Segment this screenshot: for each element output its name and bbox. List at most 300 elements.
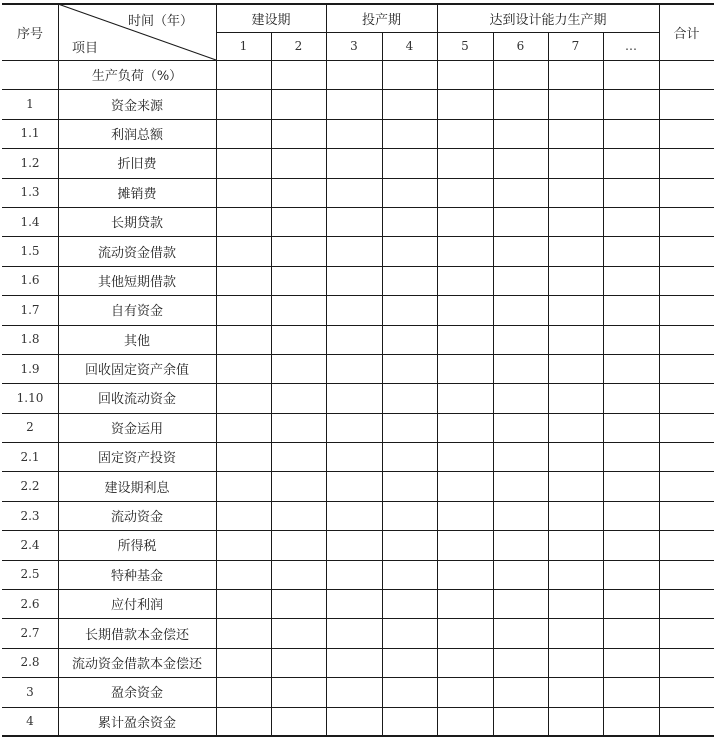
row-year-cell bbox=[216, 119, 271, 148]
row-year-cell bbox=[326, 707, 382, 736]
row-year-cell bbox=[548, 471, 603, 500]
grid-hline bbox=[2, 148, 714, 149]
row-item-name: 资金来源 bbox=[110, 98, 163, 114]
row-year-cell bbox=[326, 589, 382, 618]
row-year-cell bbox=[603, 707, 659, 736]
row-year-cell bbox=[326, 383, 382, 412]
row-year-cell bbox=[216, 178, 271, 207]
row-year-cell bbox=[437, 325, 493, 354]
row-item-name: 利润总额 bbox=[110, 127, 163, 143]
row-year-cell bbox=[271, 178, 326, 207]
row-year-cell bbox=[548, 60, 603, 89]
row-year-cell bbox=[437, 618, 493, 647]
grid-hline bbox=[2, 266, 714, 267]
row-year-cell bbox=[603, 266, 659, 295]
row-year-cell bbox=[493, 295, 548, 324]
row-year-cell bbox=[382, 207, 437, 236]
row-year-cell bbox=[493, 530, 548, 559]
row-item-name: 流动资金借款本金偿还 bbox=[71, 656, 202, 672]
row-year-cell bbox=[326, 560, 382, 589]
row-year-cell bbox=[437, 413, 493, 442]
year-header-cell: 2 bbox=[294, 39, 303, 53]
row-year-cell bbox=[216, 236, 271, 265]
grid-hline bbox=[2, 325, 714, 326]
row-year-cell bbox=[326, 501, 382, 530]
row-item-name: 回收固定资产余值 bbox=[84, 363, 189, 379]
seq-header: 序号 bbox=[16, 26, 43, 42]
row-seq: 2.2 bbox=[20, 479, 40, 494]
row-year-cell bbox=[382, 413, 437, 442]
row-year-cell bbox=[382, 530, 437, 559]
row-year-cell bbox=[603, 589, 659, 618]
row-item-name: 盈余资金 bbox=[110, 686, 163, 702]
row-year-cell bbox=[216, 677, 271, 706]
row-year-cell bbox=[548, 266, 603, 295]
grid-hline bbox=[2, 413, 714, 414]
row-year-cell bbox=[548, 148, 603, 177]
row-item-name: 建设期利息 bbox=[104, 480, 170, 496]
row-year-cell bbox=[603, 383, 659, 412]
row-year-cell bbox=[603, 501, 659, 530]
row-total-cell bbox=[659, 442, 714, 471]
row-item-name: 摊销费 bbox=[117, 186, 157, 202]
row-year-cell bbox=[216, 589, 271, 618]
row-year-cell bbox=[216, 707, 271, 736]
row-year-cell bbox=[437, 383, 493, 412]
year-header-cell: 5 bbox=[461, 39, 469, 53]
row-seq: 1.7 bbox=[20, 302, 40, 317]
row-year-cell bbox=[271, 501, 326, 530]
row-year-cell bbox=[326, 325, 382, 354]
row-total-cell bbox=[659, 618, 714, 647]
row-total-cell bbox=[659, 236, 714, 265]
row-year-cell bbox=[271, 471, 326, 500]
row-year-cell bbox=[603, 413, 659, 442]
row-year-cell bbox=[382, 325, 437, 354]
row-total-cell bbox=[659, 295, 714, 324]
grid-hline bbox=[2, 735, 714, 737]
row-year-cell bbox=[216, 295, 271, 324]
row-year-cell bbox=[271, 560, 326, 589]
row-item-name: 长期借款本金偿还 bbox=[84, 627, 189, 643]
row-year-cell bbox=[271, 589, 326, 618]
row-year-cell bbox=[548, 413, 603, 442]
row-year-cell bbox=[216, 354, 271, 383]
row-year-cell bbox=[548, 178, 603, 207]
row-year-cell bbox=[493, 354, 548, 383]
row-year-cell bbox=[271, 266, 326, 295]
row-year-cell bbox=[603, 471, 659, 500]
row-year-cell bbox=[493, 60, 548, 89]
row-year-cell bbox=[326, 354, 382, 383]
row-item-name: 所得税 bbox=[117, 539, 157, 555]
row-year-cell bbox=[437, 236, 493, 265]
row-year-cell bbox=[382, 266, 437, 295]
row-year-cell bbox=[382, 295, 437, 324]
row-year-cell bbox=[216, 60, 271, 89]
row-year-cell bbox=[603, 677, 659, 706]
row-year-cell bbox=[326, 295, 382, 324]
row-year-cell bbox=[326, 442, 382, 471]
row-year-cell bbox=[382, 119, 437, 148]
row-year-cell bbox=[437, 89, 493, 118]
grid-hline bbox=[2, 89, 714, 90]
row-year-cell bbox=[216, 207, 271, 236]
row-item-name: 资金运用 bbox=[110, 421, 163, 437]
row-year-cell bbox=[382, 589, 437, 618]
row-year-cell bbox=[326, 148, 382, 177]
row-year-cell bbox=[271, 148, 326, 177]
row-year-cell bbox=[271, 236, 326, 265]
row-year-cell bbox=[437, 648, 493, 677]
grid-hline bbox=[2, 501, 714, 502]
row-seq: 1 bbox=[26, 97, 34, 112]
row-year-cell bbox=[271, 413, 326, 442]
row-year-cell bbox=[493, 325, 548, 354]
group-header-construction: 建设期 bbox=[251, 12, 291, 28]
row-seq: 2.3 bbox=[20, 508, 40, 523]
row-seq: 1.10 bbox=[16, 390, 44, 405]
row-total-cell bbox=[659, 354, 714, 383]
grid-vline bbox=[437, 4, 438, 736]
row-year-cell bbox=[603, 148, 659, 177]
row-year-cell bbox=[326, 207, 382, 236]
time-year-header: 时间（年） bbox=[128, 14, 194, 29]
row-year-cell bbox=[382, 501, 437, 530]
grid-hline bbox=[2, 471, 714, 472]
row-year-cell bbox=[603, 530, 659, 559]
row-year-cell bbox=[326, 60, 382, 89]
row-year-cell bbox=[437, 178, 493, 207]
row-year-cell bbox=[493, 442, 548, 471]
row-total-cell bbox=[659, 560, 714, 589]
row-year-cell bbox=[548, 354, 603, 383]
row-total-cell bbox=[659, 530, 714, 559]
row-year-cell bbox=[437, 148, 493, 177]
row-year-cell bbox=[493, 207, 548, 236]
row-item-name: 自有资金 bbox=[110, 304, 163, 320]
row-year-cell bbox=[382, 236, 437, 265]
grid-hline bbox=[2, 530, 714, 531]
row-year-cell bbox=[326, 89, 382, 118]
item-header: 项目 bbox=[72, 41, 99, 56]
row-year-cell bbox=[326, 266, 382, 295]
row-seq: 2.6 bbox=[20, 596, 40, 611]
row-year-cell bbox=[382, 89, 437, 118]
row-year-cell bbox=[603, 325, 659, 354]
row-item-name: 应付利润 bbox=[110, 598, 163, 614]
row-total-cell bbox=[659, 148, 714, 177]
funds-flow-table bbox=[2, 4, 714, 736]
row-year-cell bbox=[548, 207, 603, 236]
row-year-cell bbox=[216, 148, 271, 177]
row-total-cell bbox=[659, 501, 714, 530]
row-year-cell bbox=[548, 89, 603, 118]
grid-vline bbox=[548, 32, 549, 736]
row-year-cell bbox=[603, 236, 659, 265]
row-seq: 3 bbox=[26, 684, 34, 699]
row-year-cell bbox=[493, 148, 548, 177]
grid-vline bbox=[382, 32, 383, 736]
row-seq: 2.4 bbox=[20, 537, 40, 552]
row-year-cell bbox=[603, 442, 659, 471]
year-header-cell: 7 bbox=[571, 39, 580, 53]
row-year-cell bbox=[216, 471, 271, 500]
row-year-cell bbox=[271, 119, 326, 148]
row-year-cell bbox=[603, 89, 659, 118]
grid-hline bbox=[2, 236, 714, 237]
row-year-cell bbox=[493, 707, 548, 736]
row-item-name: 特种基金 bbox=[110, 568, 163, 584]
row-year-cell bbox=[603, 60, 659, 89]
row-year-cell bbox=[216, 325, 271, 354]
row-year-cell bbox=[326, 648, 382, 677]
row-total-cell bbox=[659, 178, 714, 207]
row-year-cell bbox=[493, 677, 548, 706]
row-year-cell bbox=[271, 383, 326, 412]
row-item-name: 流动资金借款 bbox=[97, 245, 176, 261]
grid-vline bbox=[603, 32, 604, 736]
row-seq: 2.8 bbox=[20, 655, 40, 670]
row-year-cell bbox=[326, 236, 382, 265]
row-year-cell bbox=[216, 442, 271, 471]
row-year-cell bbox=[493, 618, 548, 647]
row-item-name: 长期贷款 bbox=[110, 216, 163, 232]
row-year-cell bbox=[548, 530, 603, 559]
row-seq: 1.1 bbox=[20, 126, 40, 141]
row-year-cell bbox=[382, 60, 437, 89]
row-year-cell bbox=[493, 89, 548, 118]
row-year-cell bbox=[603, 119, 659, 148]
grid-hline bbox=[2, 383, 714, 384]
row-year-cell bbox=[271, 618, 326, 647]
row-year-cell bbox=[216, 560, 271, 589]
row-total-cell bbox=[659, 413, 714, 442]
grid-vline bbox=[216, 4, 217, 736]
row-year-cell bbox=[437, 560, 493, 589]
grid-vline bbox=[659, 4, 660, 736]
row-seq: 2.1 bbox=[20, 449, 40, 464]
grid-hline bbox=[2, 707, 714, 708]
grid-vline bbox=[326, 4, 327, 736]
year-header-cell: 4 bbox=[405, 39, 414, 53]
grid-vline bbox=[271, 32, 272, 736]
row-year-cell bbox=[548, 295, 603, 324]
grid-hline bbox=[2, 178, 714, 179]
row-year-cell bbox=[216, 383, 271, 412]
row-year-cell bbox=[271, 442, 326, 471]
row-total-cell bbox=[659, 207, 714, 236]
row-year-cell bbox=[493, 589, 548, 618]
row-year-cell bbox=[382, 648, 437, 677]
row-seq: 2 bbox=[26, 420, 34, 435]
row-year-cell bbox=[603, 295, 659, 324]
group-header-production-start: 投产期 bbox=[361, 12, 401, 28]
row-year-cell bbox=[437, 60, 493, 89]
row-year-cell bbox=[382, 354, 437, 383]
row-year-cell bbox=[493, 119, 548, 148]
row-year-cell bbox=[437, 354, 493, 383]
row-item-name: 流动资金 bbox=[110, 510, 163, 526]
row-item-name: 固定资产投资 bbox=[97, 451, 176, 467]
row-year-cell bbox=[271, 89, 326, 118]
grid-vline bbox=[493, 32, 494, 736]
grid-hline bbox=[2, 119, 714, 120]
row-year-cell bbox=[548, 589, 603, 618]
row-year-cell bbox=[271, 530, 326, 559]
row-total-cell bbox=[659, 266, 714, 295]
row-year-cell bbox=[437, 471, 493, 500]
row-year-cell bbox=[437, 442, 493, 471]
row-year-cell bbox=[382, 148, 437, 177]
row-year-cell bbox=[548, 648, 603, 677]
year-header-cell: … bbox=[625, 39, 637, 53]
total-header: 合计 bbox=[673, 26, 700, 42]
grid-hline bbox=[2, 560, 714, 561]
grid-hline bbox=[2, 60, 714, 61]
row-total-cell bbox=[659, 89, 714, 118]
row-item-name: 累计盈余资金 bbox=[97, 715, 176, 731]
row-year-cell bbox=[437, 530, 493, 559]
row-seq: 1.5 bbox=[20, 244, 40, 259]
grid-hline bbox=[2, 618, 714, 619]
row-year-cell bbox=[326, 618, 382, 647]
row-year-cell bbox=[326, 413, 382, 442]
row-item-name: 生产负荷（%） bbox=[91, 69, 183, 85]
row-seq: 2.7 bbox=[20, 626, 40, 641]
year-header-cell: 3 bbox=[350, 39, 358, 53]
row-year-cell bbox=[326, 677, 382, 706]
row-year-cell bbox=[271, 295, 326, 324]
group-header-design-capacity: 达到设计能力生产期 bbox=[489, 12, 607, 28]
row-year-cell bbox=[603, 354, 659, 383]
row-year-cell bbox=[493, 383, 548, 412]
grid-hline bbox=[2, 354, 714, 355]
row-seq: 1.8 bbox=[20, 332, 40, 347]
row-total-cell bbox=[659, 589, 714, 618]
row-item-name: 其他 bbox=[123, 333, 150, 349]
row-year-cell bbox=[382, 442, 437, 471]
row-year-cell bbox=[382, 178, 437, 207]
grid-hline bbox=[2, 442, 714, 443]
row-year-cell bbox=[548, 707, 603, 736]
row-item-name: 折旧费 bbox=[117, 157, 157, 173]
year-header-cell: 6 bbox=[516, 39, 525, 53]
grid-hline bbox=[2, 589, 714, 590]
row-year-cell bbox=[326, 178, 382, 207]
row-year-cell bbox=[603, 178, 659, 207]
row-year-cell bbox=[216, 89, 271, 118]
row-item-name: 回收流动资金 bbox=[97, 392, 176, 408]
row-seq bbox=[2, 60, 58, 89]
row-year-cell bbox=[603, 648, 659, 677]
grid-hline bbox=[2, 648, 714, 649]
row-year-cell bbox=[382, 707, 437, 736]
row-year-cell bbox=[493, 178, 548, 207]
row-year-cell bbox=[437, 295, 493, 324]
row-year-cell bbox=[382, 383, 437, 412]
row-year-cell bbox=[271, 707, 326, 736]
row-year-cell bbox=[216, 413, 271, 442]
row-year-cell bbox=[326, 119, 382, 148]
row-year-cell bbox=[493, 501, 548, 530]
row-year-cell bbox=[326, 471, 382, 500]
row-total-cell bbox=[659, 383, 714, 412]
row-year-cell bbox=[437, 677, 493, 706]
row-year-cell bbox=[382, 471, 437, 500]
row-year-cell bbox=[271, 60, 326, 89]
row-year-cell bbox=[493, 648, 548, 677]
row-year-cell bbox=[271, 677, 326, 706]
row-total-cell bbox=[659, 325, 714, 354]
grid-vline bbox=[58, 4, 59, 736]
row-year-cell bbox=[603, 207, 659, 236]
row-seq: 1.4 bbox=[20, 214, 40, 229]
row-year-cell bbox=[493, 560, 548, 589]
grid-hline bbox=[2, 295, 714, 296]
row-year-cell bbox=[493, 413, 548, 442]
row-year-cell bbox=[548, 501, 603, 530]
row-year-cell bbox=[548, 236, 603, 265]
row-year-cell bbox=[216, 530, 271, 559]
row-year-cell bbox=[437, 501, 493, 530]
row-year-cell bbox=[493, 266, 548, 295]
row-total-cell bbox=[659, 60, 714, 89]
row-year-cell bbox=[603, 560, 659, 589]
grid-hline bbox=[2, 677, 714, 678]
row-year-cell bbox=[271, 648, 326, 677]
row-year-cell bbox=[271, 207, 326, 236]
row-year-cell bbox=[437, 707, 493, 736]
row-total-cell bbox=[659, 119, 714, 148]
row-year-cell bbox=[437, 119, 493, 148]
row-year-cell bbox=[382, 560, 437, 589]
row-year-cell bbox=[548, 325, 603, 354]
row-year-cell bbox=[271, 354, 326, 383]
row-year-cell bbox=[548, 677, 603, 706]
row-item-name: 其他短期借款 bbox=[97, 274, 176, 290]
row-total-cell bbox=[659, 648, 714, 677]
row-year-cell bbox=[271, 325, 326, 354]
row-seq: 1.6 bbox=[20, 273, 40, 288]
row-year-cell bbox=[382, 677, 437, 706]
row-seq: 4 bbox=[26, 714, 34, 729]
row-year-cell bbox=[437, 207, 493, 236]
row-year-cell bbox=[548, 442, 603, 471]
row-seq: 1.2 bbox=[20, 155, 40, 170]
row-total-cell bbox=[659, 707, 714, 736]
row-year-cell bbox=[216, 648, 271, 677]
row-year-cell bbox=[603, 618, 659, 647]
row-year-cell bbox=[326, 530, 382, 559]
row-year-cell bbox=[216, 501, 271, 530]
row-year-cell bbox=[216, 266, 271, 295]
row-total-cell bbox=[659, 471, 714, 500]
row-year-cell bbox=[493, 236, 548, 265]
row-year-cell bbox=[493, 471, 548, 500]
row-seq: 1.9 bbox=[20, 361, 40, 376]
row-year-cell bbox=[437, 266, 493, 295]
year-header-cell: 1 bbox=[239, 39, 248, 53]
row-seq: 1.3 bbox=[20, 185, 40, 200]
row-year-cell bbox=[382, 618, 437, 647]
row-year-cell bbox=[548, 383, 603, 412]
row-year-cell bbox=[548, 560, 603, 589]
row-year-cell bbox=[548, 618, 603, 647]
row-year-cell bbox=[437, 589, 493, 618]
row-year-cell bbox=[216, 618, 271, 647]
row-year-cell bbox=[548, 119, 603, 148]
